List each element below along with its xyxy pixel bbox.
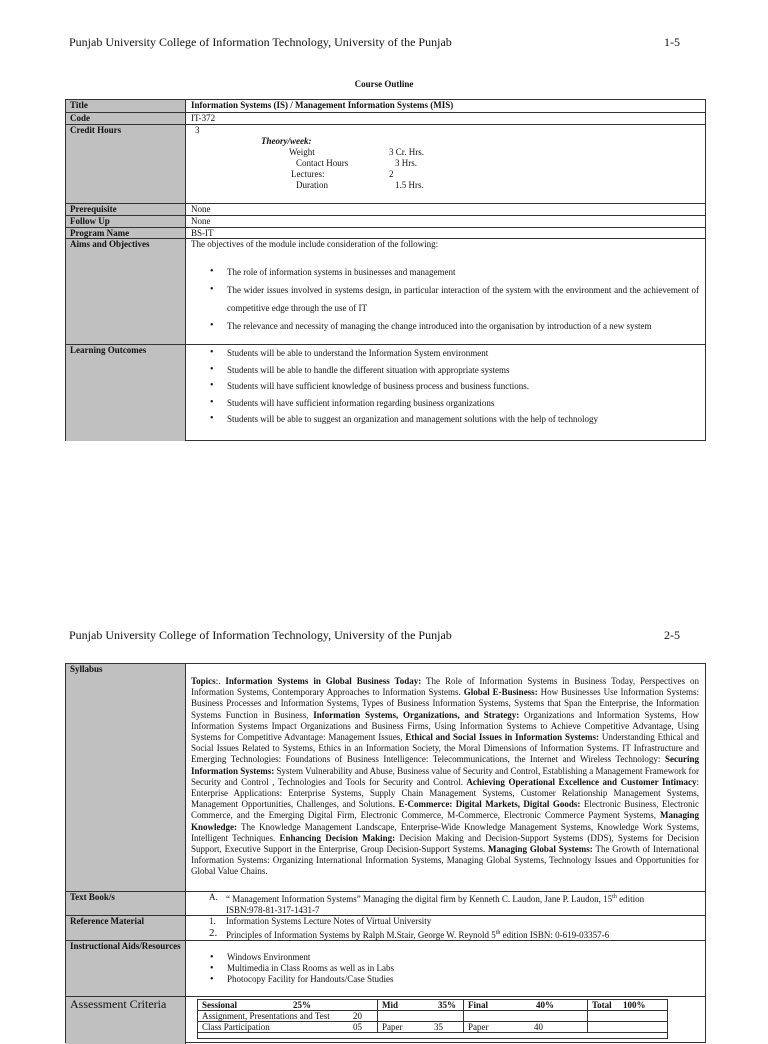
duration-label: Duration xyxy=(296,180,328,190)
assessment-row xyxy=(66,996,705,1044)
syllabus-segment: Electronic Business, Electronic Commerce, and the Emerging Digital Firm, Electronic Commerce, M-Commerce, Electronic Commerce Payment Systems, xyxy=(191,799,699,821)
prerequisite-row xyxy=(66,203,705,215)
syllabus-segment: System Vulnerability and Abuse, Business value of Security and Control, Establishing a Management Framework for Security and Control , Technologies and Tools for Security and Control. xyxy=(191,765,699,787)
syllabus-table xyxy=(65,663,706,1043)
list-item: • Photocopy Facility for Handouts/Case Studies xyxy=(191,974,699,985)
textbook-entry xyxy=(226,892,701,916)
syllabus-segment: Topics xyxy=(191,676,216,686)
list-item: • The relevance and necessity of managing the change introduced into the organisation by introduction of a new system xyxy=(191,317,699,335)
textbook-row xyxy=(66,891,705,915)
syllabus-segment: How Businesses Use Information Systems: Business Processes and Information Systems, Types of Business Information Systems, Systems that Span the Enterprise, the Information Systems Function in Business, xyxy=(191,687,699,720)
reference-label: Reference Material xyxy=(66,916,186,940)
mid-label: Mid xyxy=(382,1000,399,1010)
textbook-marker: A. xyxy=(209,892,218,902)
sessional-label: Sessional xyxy=(202,1000,238,1010)
syllabus-segment: Global E-Business: xyxy=(463,687,538,698)
list-item: • Students will be able to understand the Information System environment xyxy=(191,345,699,362)
page-header: Punjab University College of Information Technology, University of the Punjab xyxy=(69,628,452,642)
final-header xyxy=(464,1000,588,1010)
final-cell-1 xyxy=(464,1011,588,1021)
syllabus-segment: Securing Information Systems: xyxy=(191,754,699,776)
ref2-text: Principles of Information Systems by Ralph M.Stair, George W. Reynold 5 xyxy=(226,930,496,940)
syllabus-segment: :. xyxy=(215,676,226,686)
learning-outcomes-label: Learning Outcomes xyxy=(66,345,186,441)
code-row xyxy=(66,112,705,124)
aims-list xyxy=(191,263,699,335)
weight-label: Weight xyxy=(289,147,315,157)
textbook-title: “ Management Information Systems” Managing the digital firm by Kenneth C. Laudon, Jane P. Laudon, 15 xyxy=(226,894,613,904)
assessment-label: Assessment Criteria xyxy=(66,997,186,1044)
assessment-header-row xyxy=(198,1000,667,1011)
syllabus-segment: Managing Global Systems: xyxy=(488,844,593,855)
reference-row xyxy=(66,915,705,940)
syllabus-segment: : Enterprise Applications: Enterprise Systems, Supply Chain Management Systems, Customer Relationship Management Systems, Management Opportunities, Challenges, and Solutions. xyxy=(191,776,699,810)
list-item: • Students will be able to handle the different situation with appropriate systems xyxy=(191,362,699,379)
code-value: IT-372 xyxy=(191,113,216,123)
textbook-isbn: ISBN:978-81-317-1431-7 xyxy=(226,905,320,915)
assessment-table xyxy=(197,999,668,1039)
duration-value: 1.5 Hrs. xyxy=(395,180,424,190)
page-number: 2-5 xyxy=(664,628,680,642)
lectures-label: Lectures: xyxy=(291,169,325,179)
syllabus-segment: Managing Knowledge: xyxy=(191,810,699,832)
theory-week-title: Theory/week: xyxy=(261,136,312,146)
page-header: Punjab University College of Information Technology, University of the Punjab xyxy=(69,35,452,49)
total-header xyxy=(588,1000,669,1010)
aims-label: Aims and Objectives xyxy=(66,239,186,344)
list-item: • Multimedia in Class Rooms as well as in Labs xyxy=(191,963,699,974)
ref2-edition: edition ISBN: 0-619-03357-6 xyxy=(500,930,610,940)
mid-paper-value: 35 xyxy=(434,1022,443,1032)
title-value: Information Systems (IS) / Management Information Systems (MIS) xyxy=(191,100,454,110)
course-outline-title: Course Outline xyxy=(354,79,414,89)
final-label: Final xyxy=(468,1000,489,1010)
outcomes-list xyxy=(191,345,699,428)
syllabus-segment: The Growth of International Information Systems: Organizing International Information Systems, Managing Global Systems, Technology Issues and Opportunities for Global Value Chains. xyxy=(191,844,700,877)
course-info-table xyxy=(65,99,706,441)
aims-row xyxy=(66,238,705,344)
syllabus-segment: Information Systems, Organizations, and Strategy: xyxy=(313,709,520,720)
ref2-sup: th xyxy=(495,930,501,936)
syllabus-segment: Understanding Ethical and Social Issues Related to Systems, Ethics in an Information Society, the Moral Dimensions of Information Systems. IT Infrastructure and Emerging Technologies: Foundations of Business Intelligence: Telecommunications, the Internet and Wireless Technology: xyxy=(191,732,699,765)
final-pct: 40% xyxy=(536,1000,554,1010)
list-item: • Students will be able to suggest an organization and management solutions with the help of technology xyxy=(191,411,699,428)
program-value: BS-IT xyxy=(191,228,214,238)
mid-cell-1 xyxy=(378,1011,464,1021)
page-number: 1-5 xyxy=(664,35,680,49)
weight-value: 3 Cr. Hrs. xyxy=(389,147,425,157)
prerequisite-value: None xyxy=(191,204,211,214)
syllabus-segment: Decision Making and Decision-Support Systems (DDS), Systems for Decision Support, Executive Support in the Enterprise, Group Decision-Support Systems. xyxy=(191,832,699,855)
sessional-header xyxy=(198,1000,378,1010)
mid-pct: 35% xyxy=(438,1000,456,1010)
final-paper-label: Paper xyxy=(468,1022,489,1032)
follow-up-label: Follow Up xyxy=(66,216,186,227)
list-item: • Students will have sufficient knowledge of business process and business functions. xyxy=(191,378,699,395)
syllabus-row xyxy=(66,664,705,891)
final-paper-value: 40 xyxy=(534,1022,543,1032)
ref1-marker: 1. xyxy=(209,916,216,926)
aids-list xyxy=(191,952,699,985)
syllabus-segment: Organizations and Information Systems, How Information Systems Impact Organizations and Business Firms, Using Information Systems to Achieve Competitive Advantage, Using Systems for Competitive Advantage: Management Issues, xyxy=(191,709,700,743)
syllabus-segment: Ethical and Social Issues in Information Systems: xyxy=(405,732,599,743)
follow-up-row xyxy=(66,215,705,227)
aids-label: Instructional Aids/Resources xyxy=(66,941,186,996)
learning-outcomes-row xyxy=(66,344,705,441)
code-label: Code xyxy=(66,113,186,124)
total-label: Total xyxy=(592,1000,612,1010)
assignment-label: Assignment, Presentations and Test xyxy=(202,1011,330,1021)
syllabus-segment: The Role of Information Systems in Business Today, Perspectives on Information Systems, Contemporary Approaches to Information Systems. xyxy=(191,676,699,698)
ref1-text: Information Systems Lecture Notes of Virtual University xyxy=(226,916,432,926)
credit-hours-label: Credit Hours xyxy=(66,125,186,203)
credit-hours-row xyxy=(66,124,705,203)
participation-value: 05 xyxy=(353,1022,362,1032)
list-item: • The role of information systems in businesses and management xyxy=(191,263,699,281)
assignment-value: 20 xyxy=(353,1011,362,1021)
program-row xyxy=(66,227,705,238)
list-item: • Students will have sufficient information regarding business organizations xyxy=(191,395,699,412)
syllabus-segment: Enhancing Decision Making: xyxy=(279,832,396,843)
aids-row xyxy=(66,940,705,996)
title-row xyxy=(66,100,705,112)
participation-label: Class Participation xyxy=(202,1022,270,1032)
syllabus-segment: Information Systems in Global Business Today: xyxy=(225,676,422,686)
assignment-cell xyxy=(198,1011,378,1021)
mid-paper-label: Paper xyxy=(382,1022,403,1032)
list-item: • The wider issues involved in systems design, in particular interaction of the system with the environment and the achievement of competitive edge through the use of IT xyxy=(191,281,699,317)
syllabus-segment: Achieving Operational Excellence and Customer Intimacy xyxy=(466,776,697,787)
title-label: Title xyxy=(66,100,186,112)
syllabus-segment: E-Commerce: Digital Markets, Digital Goods: xyxy=(398,799,581,810)
aims-intro: The objectives of the module include consideration of the following: xyxy=(191,239,439,249)
textbook-label: Text Book/s xyxy=(66,892,186,915)
syllabus-text xyxy=(191,676,699,878)
prerequisite-label: Prerequisite xyxy=(66,204,186,215)
textbook-edition: edition xyxy=(616,894,645,904)
program-label: Program Name xyxy=(66,228,186,238)
total-pct: 100% xyxy=(623,1000,646,1010)
follow-up-value: None xyxy=(191,216,211,226)
sessional-pct: 25% xyxy=(293,1000,311,1010)
list-item: • Windows Environment xyxy=(191,952,699,963)
mid-header xyxy=(378,1000,464,1010)
syllabus-segment: The Knowledge Management Landscape, Enterprise-Wide Knowledge Management Systems, Knowledge Work Systems, Intelligent Techniques. xyxy=(191,821,699,843)
contact-hours-value: 3 Hrs. xyxy=(395,158,417,168)
syllabus-label: Syllabus xyxy=(66,664,186,891)
lectures-value: 2 xyxy=(389,169,394,179)
contact-hours-label: Contact Hours xyxy=(296,158,349,168)
total-cell-1 xyxy=(588,1011,669,1021)
ref2-marker: 2. xyxy=(209,927,218,939)
credit-hours-value: 3 xyxy=(195,125,200,135)
assessment-row-1 xyxy=(198,1011,667,1022)
textbook-sup: th xyxy=(612,894,617,900)
